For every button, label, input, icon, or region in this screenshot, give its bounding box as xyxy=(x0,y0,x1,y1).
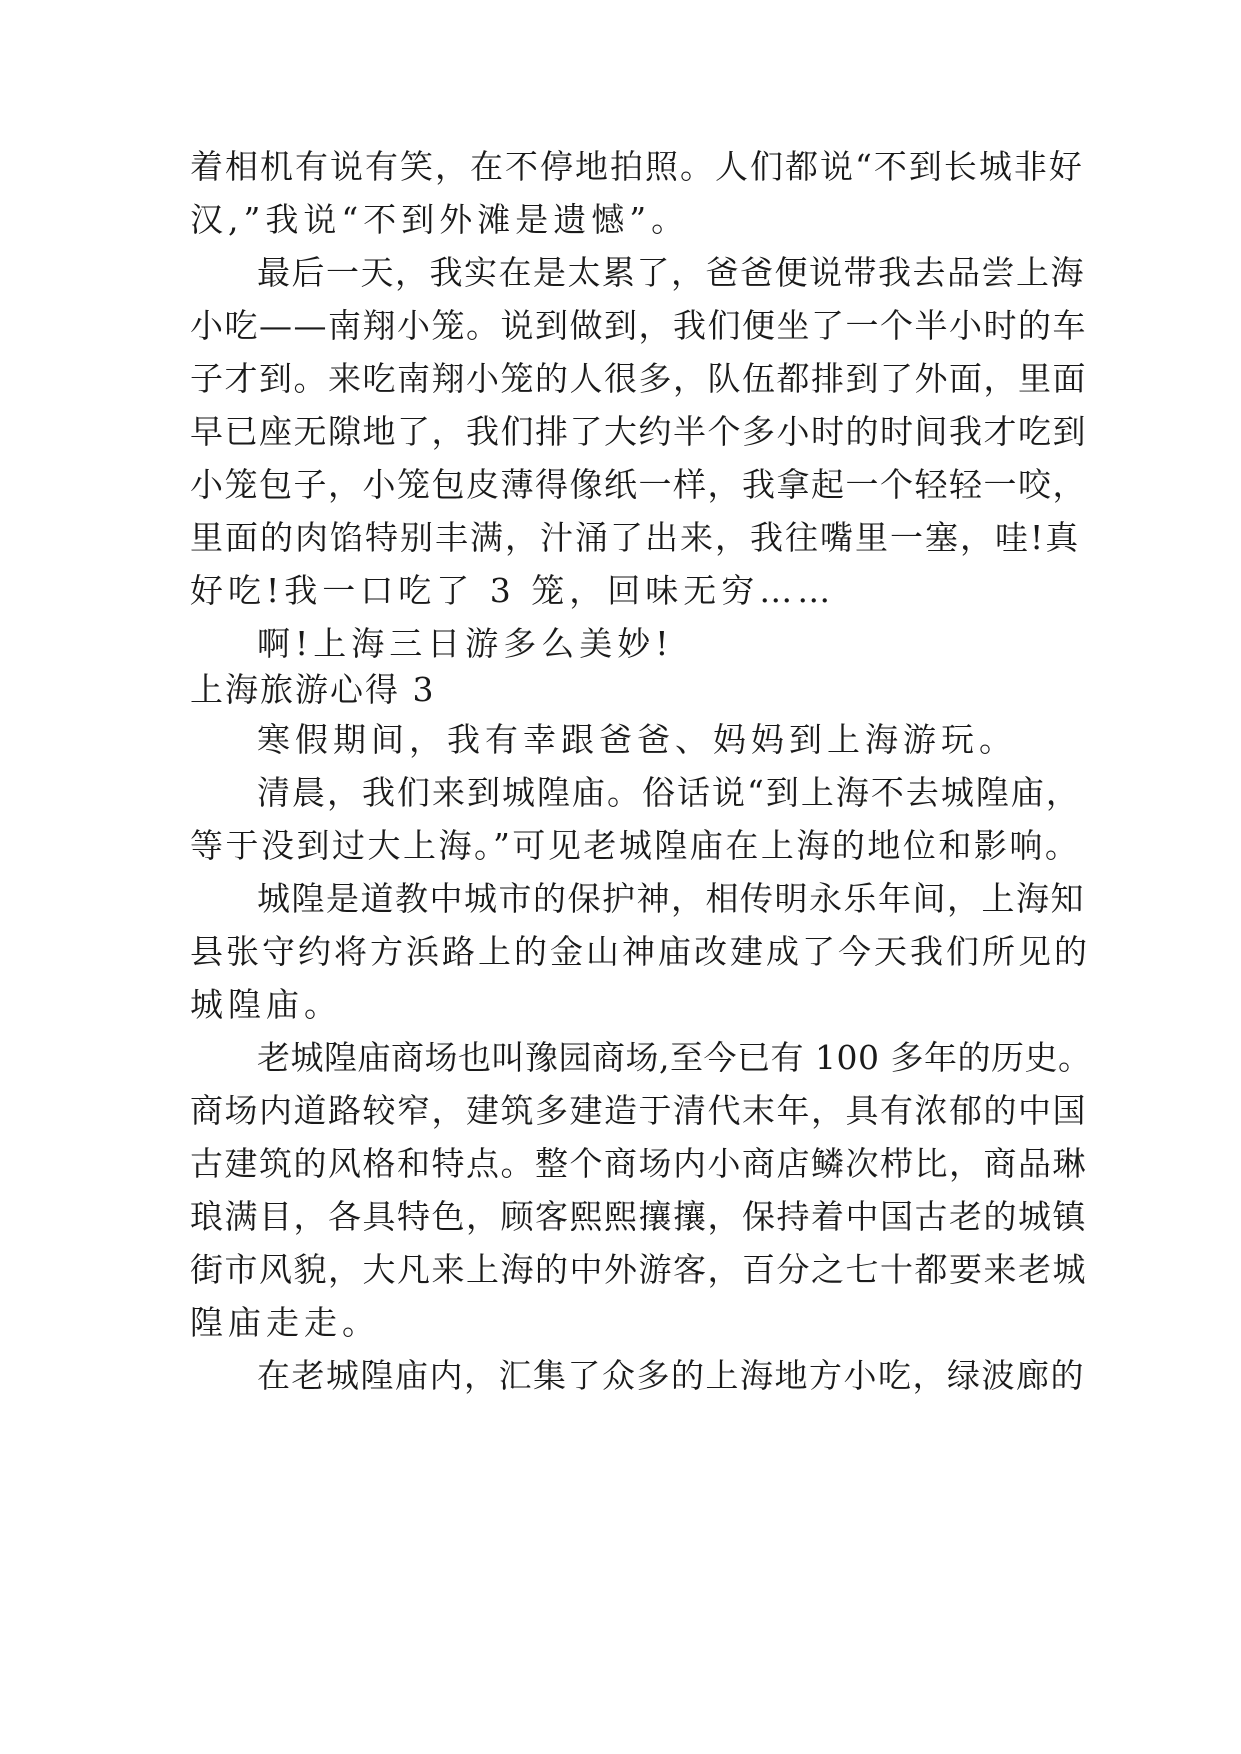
paragraph-start-line: 寒假期间，我有幸跟爸爸、妈妈到上海游玩。 xyxy=(257,720,1017,759)
text-line: 隍庙走走。 xyxy=(190,1303,380,1342)
text-line: 县张守约将方浜路上的金山神庙改建成了今天我们所见的 xyxy=(190,932,1090,971)
paragraph-start-line: 老城隍庙商场也叫豫园商场,至今已有 100 多年的历史。 xyxy=(257,1038,1092,1077)
text-line: 商场内道路较窄，建筑多建造于清代末年，具有浓郁的中国 xyxy=(190,1091,1087,1130)
text-line: 琅满目，各具特色，顾客熙熙攘攘，保持着中国古老的城镇 xyxy=(190,1197,1087,1236)
section-heading: 上海旅游心得 3 xyxy=(190,670,436,709)
text-line: 等于没到过大上海。”可见老城隍庙在上海的地位和影响。 xyxy=(190,826,1081,865)
text-line: 小笼包子，小笼包皮薄得像纸一样，我拿起一个轻轻一咬， xyxy=(190,465,1087,504)
text-line: 里面的肉馅特别丰满，汁涌了出来，我往嘴里一塞，哇!真 xyxy=(190,518,1081,557)
paragraph-start-line: 清晨，我们来到城隍庙。俗话说“到上海不去城隍庙， xyxy=(257,773,1081,812)
text-line: 早已座无隙地了，我们排了大约半个多小时的时间我才吃到 xyxy=(190,412,1087,451)
paragraph-start-line: 啊!上海三日游多么美妙! xyxy=(257,624,674,663)
paragraph-start-line: 最后一天，我实在是太累了，爸爸便说带我去品尝上海 xyxy=(257,253,1085,292)
text-line: 城隍庙。 xyxy=(190,985,342,1024)
text-line: 古建筑的风格和特点。整个商场内小商店鳞次栉比，商品琳 xyxy=(190,1144,1087,1183)
text-line: 好吃!我一口吃了 3 笼，回味无穷…… xyxy=(190,571,836,610)
text-line: 街市风貌，大凡来上海的中外游客，百分之七十都要来老城 xyxy=(190,1250,1087,1289)
paragraph-start-line: 城隍是道教中城市的保护神，相传明永乐年间，上海知 xyxy=(257,879,1085,918)
text-line: 着相机有说有笑，在不停地拍照。人们都说“不到长城非好 xyxy=(190,147,1084,186)
text-line: 小吃——南翔小笼。说到做到，我们便坐了一个半小时的车 xyxy=(190,306,1087,345)
text-line: 汉,”我说“不到外滩是遗憾”。 xyxy=(190,200,690,239)
paragraph-start-line: 在老城隍庙内，汇集了众多的上海地方小吃，绿波廊的 xyxy=(257,1356,1085,1395)
text-line: 子才到。来吃南翔小笼的人很多，队伍都排到了外面，里面 xyxy=(190,359,1087,398)
